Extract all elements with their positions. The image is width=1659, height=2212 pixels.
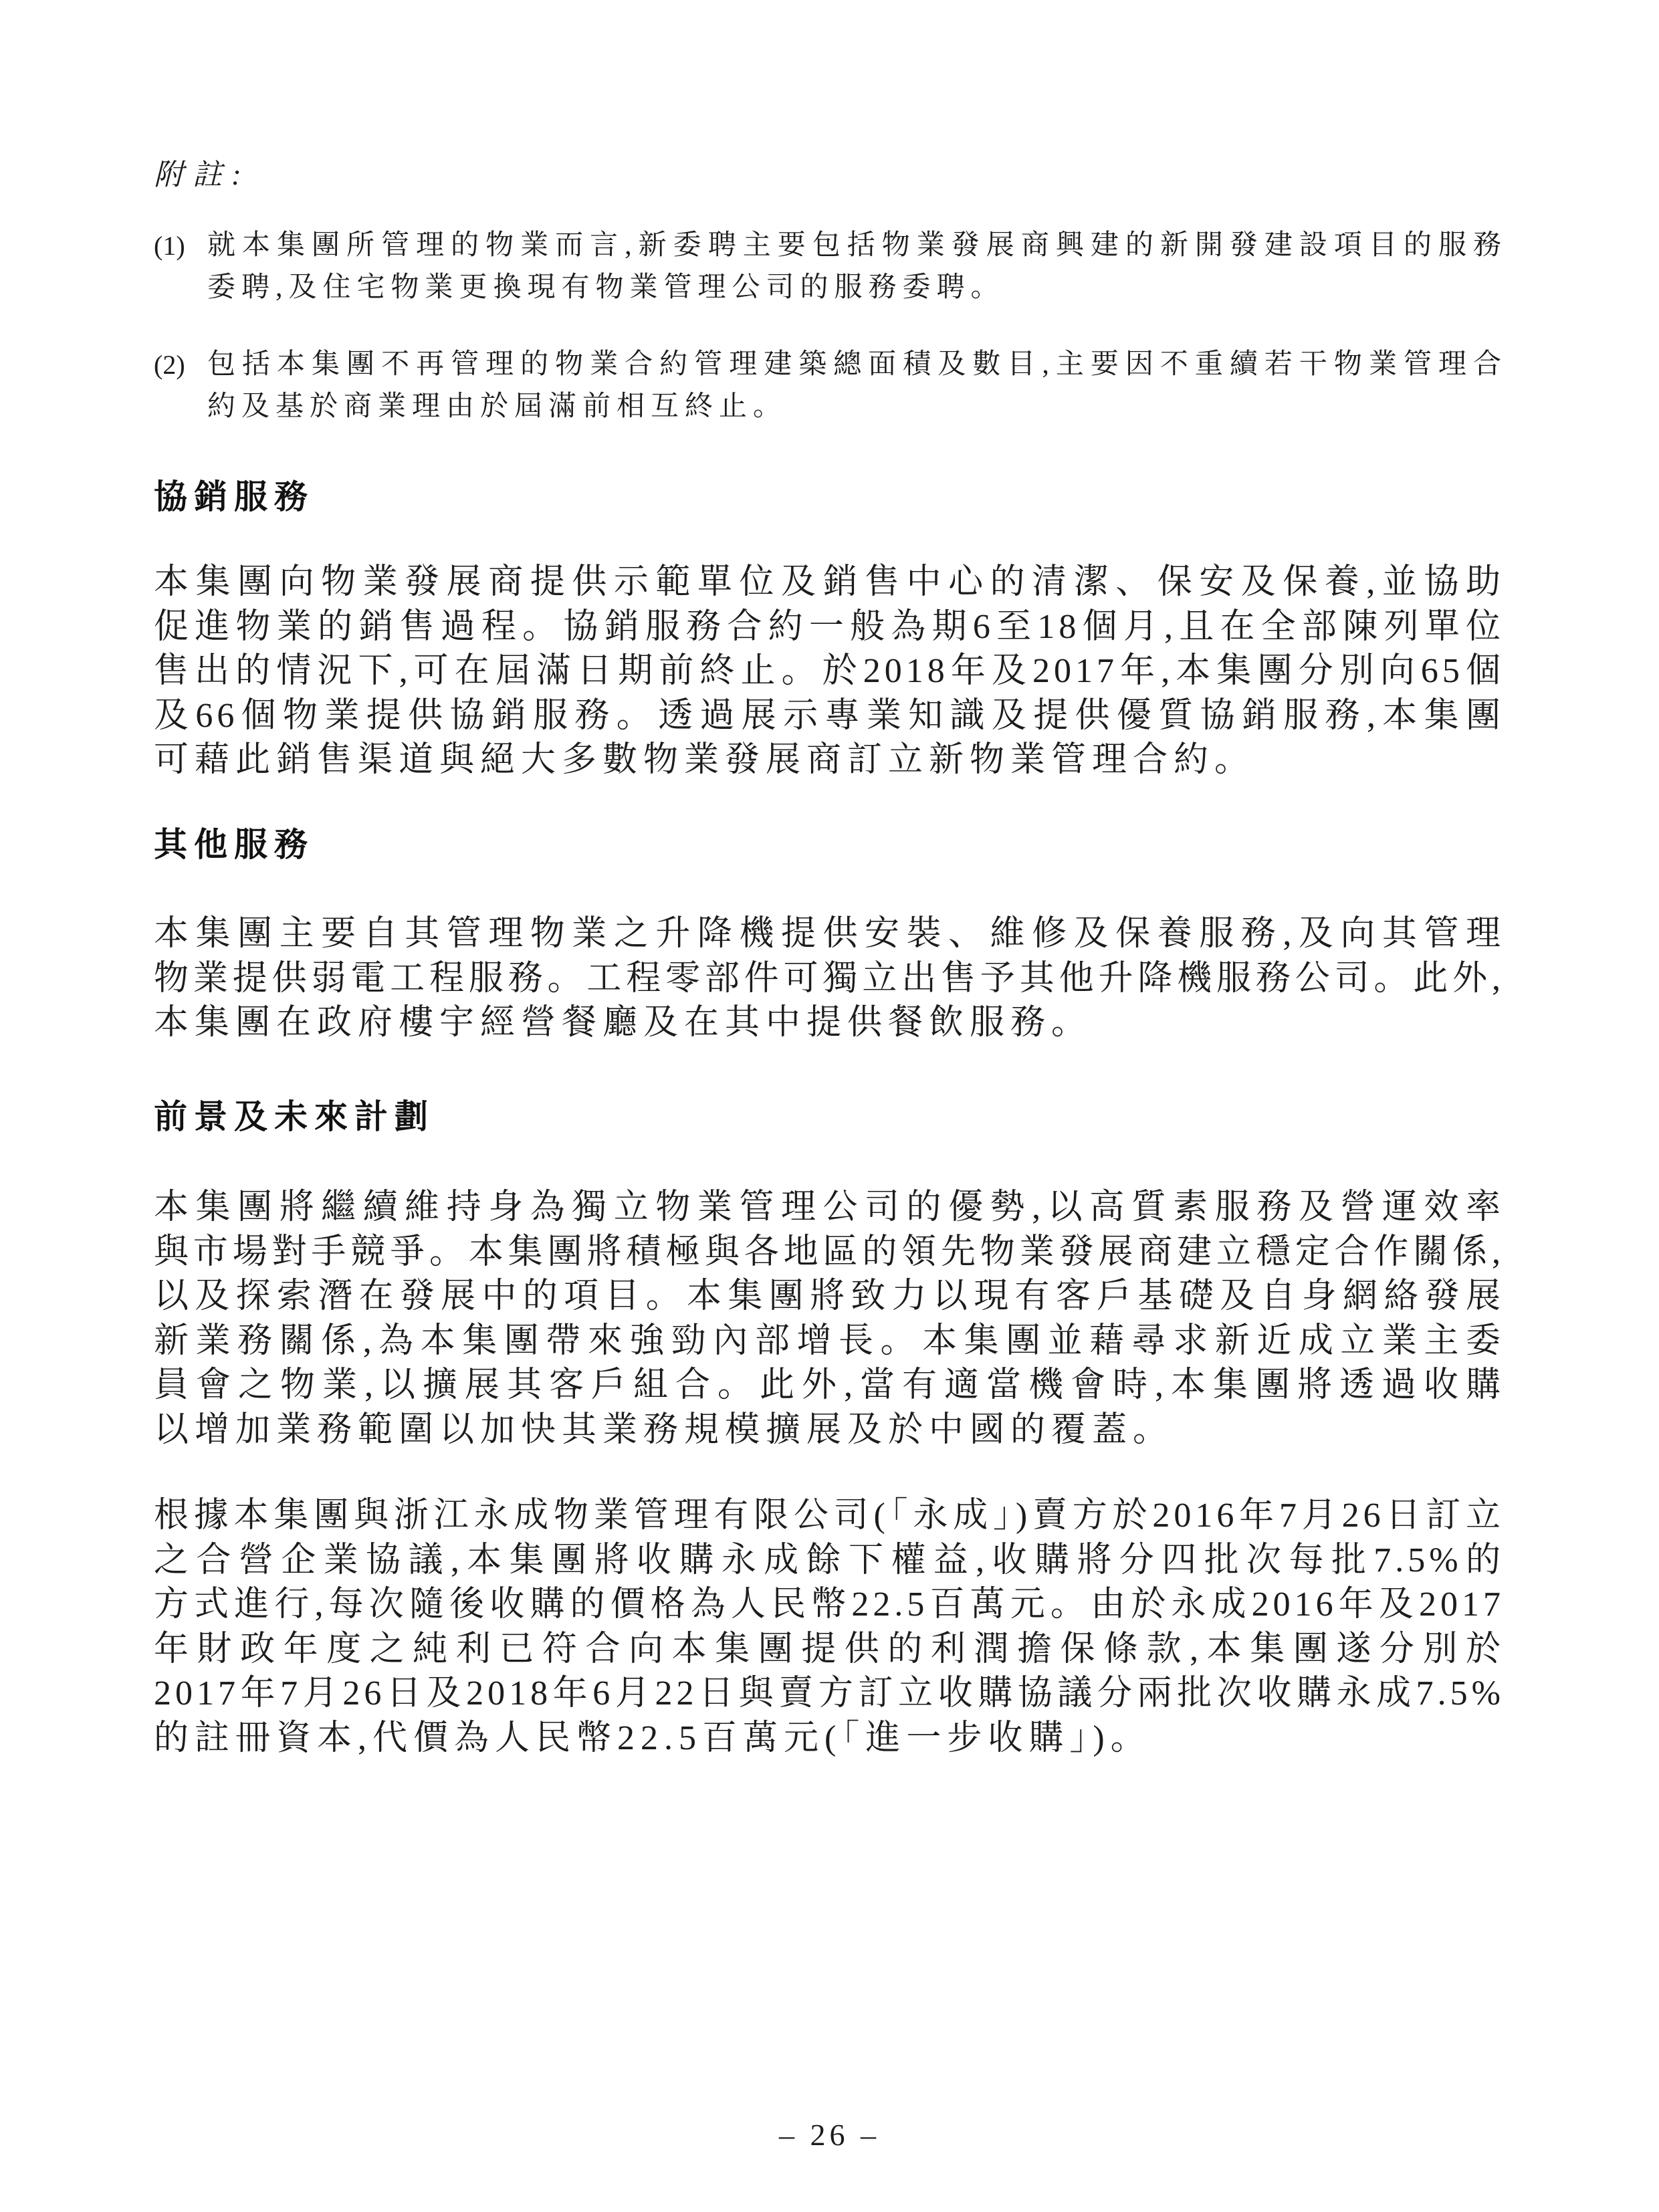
text-line: 方式進行,每次隨後收購的價格為人民幣22.5百萬元。由於永成2016年及2017 xyxy=(154,1585,1505,1624)
note-number: (2) xyxy=(154,350,185,380)
text-line: 約及基於商業理由於屆滿前相互終止。 xyxy=(207,391,788,422)
section-heading-sales-assistance-services: 協銷服務 xyxy=(154,478,314,516)
text-line: 本集團在政府樓宇經營餐廳及在其中提供餐飲服務。 xyxy=(154,1004,1093,1042)
text-line: 售出的情況下,可在屆滿日期前終止。於2018年及2017年,本集團分別向65個 xyxy=(154,652,1505,690)
text-line: 新業務關係,為本集團帶來強勁內部增長。本集團並藉尋求新近成立業主委 xyxy=(154,1321,1505,1360)
text-line: 年財政年度之純利已符合向本集團提供的利潤擔保條款,本集團遂分別於 xyxy=(154,1630,1505,1668)
note-number: (1) xyxy=(154,231,185,261)
paragraph-sales-assistance-services xyxy=(154,560,1505,783)
note-text xyxy=(207,344,1505,428)
text-line: 之合營企業協議,本集團將收購永成餘下權益,收購將分四批次每批7.5%的 xyxy=(154,1541,1505,1579)
section-heading-other-services: 其他服務 xyxy=(154,826,314,863)
text-line: 促進物業的銷售過程。協銷服務合約一般為期6至18個月,且在全部陳列單位 xyxy=(154,607,1505,646)
text-line: 及66個物業提供協銷服務。透過展示專業知識及提供優質協銷服務,本集團 xyxy=(154,696,1505,735)
text-line: 以增加業務範圍以加快其業務規模擴展及於中國的覆蓋。 xyxy=(154,1410,1174,1449)
note-item-2 xyxy=(154,344,1505,428)
text-line: 就本集團所管理的物業而言,新委聘主要包括物業發展商興建的新開發建設項目的服務 xyxy=(207,230,1505,261)
text-line: 根據本集團與浙江永成物業管理有限公司(「永成」)賣方於2016年7月26日訂立 xyxy=(154,1497,1505,1535)
text-line: 物業提供弱電工程服務。工程零部件可獨立出售予其他升降機服務公司。此外, xyxy=(154,959,1505,998)
text-line: 員會之物業,以擴展其客戶組合。此外,當有適當機會時,本集團將透過收購 xyxy=(154,1366,1505,1404)
notes-label: 附註: xyxy=(154,158,251,191)
paragraph-yongcheng-acquisition xyxy=(154,1494,1505,1761)
paragraph-other-services xyxy=(154,912,1505,1046)
text-line: 本集團向物業發展商提供示範單位及銷售中心的清潔、保安及保養,並協助 xyxy=(154,563,1505,601)
note-text xyxy=(207,225,1505,309)
text-line: 以及探索潛在發展中的項目。本集團將致力以現有客戶基礎及自身網絡發展 xyxy=(154,1277,1505,1315)
text-line: 可藉此銷售渠道與絕大多數物業發展商訂立新物業管理合約。 xyxy=(154,741,1256,779)
text-line: 的註冊資本,代價為人民幣22.5百萬元(「進一步收購」)。 xyxy=(154,1719,1151,1757)
text-line: 委聘,及住宅物業更換現有物業管理公司的服務委聘。 xyxy=(207,272,1005,303)
page-number: – 26 – xyxy=(779,2118,880,2152)
text-line: 本集團將繼續維持身為獨立物業管理公司的優勢,以高質素服務及營運效率 xyxy=(154,1188,1505,1226)
text-line: 與市場對手競爭。本集團將積極與各地區的領先物業發展商建立穩定合作關係, xyxy=(154,1232,1505,1271)
text-line: 包括本集團不再管理的物業合約管理建築總面積及數目,主要因不重續若干物業管理合 xyxy=(207,349,1505,380)
note-item-1 xyxy=(154,225,1505,309)
section-heading-outlook-future-plans: 前景及未來計劃 xyxy=(154,1098,435,1135)
text-line: 本集團主要自其管理物業之升降機提供安裝、維修及保養服務,及向其管理 xyxy=(154,915,1505,953)
text-line: 2017年7月26日及2018年6月22日與賣方訂立收購協議分兩批次收購永成7.5% xyxy=(154,1674,1505,1712)
paragraph-outlook-future-plans xyxy=(154,1186,1505,1452)
